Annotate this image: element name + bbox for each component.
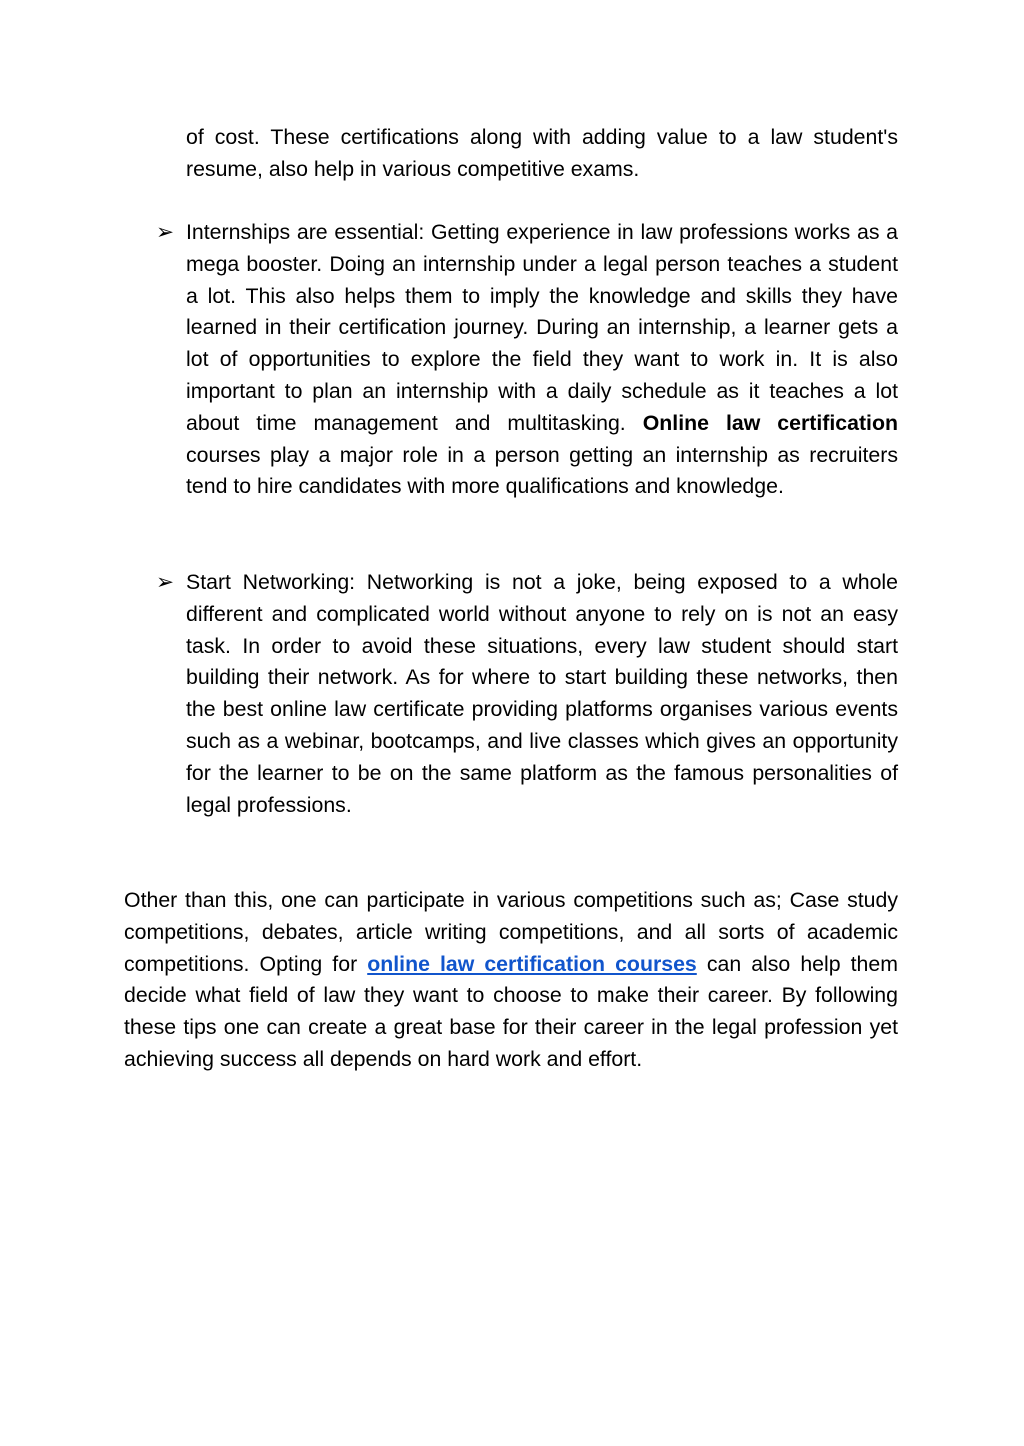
bullet-text: Start Networking: Networking is not a joke, being exposed to a whole different and complicated world without anyone to rely on is not an easy task. In order to avoid these situations, every law student should start building their network. As for where to start building these networks, then the best online law certificate providing platforms organises various events such as a webinar, bootcamps, and live classes which gives an opportunity for the learner to be on the same platform as the famous personalities of legal professions.: [186, 570, 898, 817]
closing-text-after: can also help them decide what field of law they want to choose to make their career. By following these tips one can create a great base for their career in the legal profession yet achieving success all depends on hard work and effort.: [124, 951, 898, 1071]
bullet-internships: [156, 217, 898, 503]
bullet-text-after: courses play a major role in a person getting an internship as recruiters tend to hire candidates with more qualifications and knowledge.: [186, 442, 898, 499]
arrow-bullet-icon: ➢: [156, 220, 174, 244]
continuation-paragraph: of cost. These certifications along with adding value to a law student's resume, also help in various competitive exams.: [186, 125, 898, 181]
certification-courses-link[interactable]: online law certification courses: [367, 951, 697, 976]
arrow-bullet-icon: ➢: [156, 570, 174, 594]
bullet-text-before: Internships are essential: Getting experience in law professions works as a mega booster. Doing an internship under a legal person teaches a student a lot. This also helps them to imply the knowledge and skills they have learned in their certification journey. During an internship, a learner gets a lot of opportunities to explore the field they want to work in. It is also important to plan an internship with a daily schedule as it teaches a lot about time management and multitasking.: [186, 220, 898, 435]
closing-text-before: Other than this, one can participate in various competitions such as; Case study competitions, debates, article writing competitions, and all sorts of academic competitions. Opting for: [124, 888, 898, 976]
bullet-networking: [156, 567, 898, 821]
closing-paragraph: [124, 885, 898, 1076]
bold-phrase: Online law certification: [642, 410, 898, 435]
